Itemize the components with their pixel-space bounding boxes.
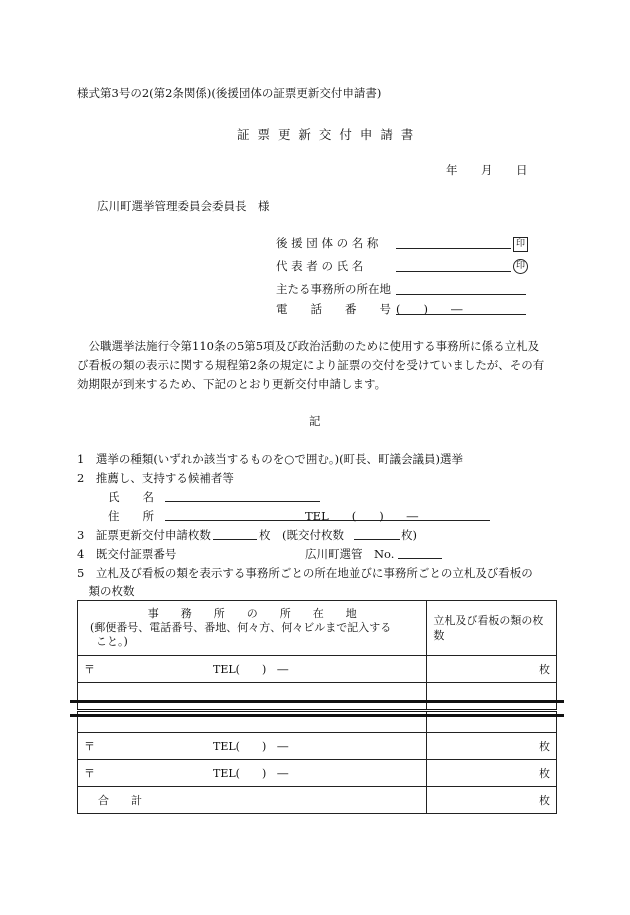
office-label: 主たる事務所の所在地 (276, 282, 391, 296)
item-3-label: 3 証票更新交付申請枚数 (77, 528, 211, 542)
phone-format: ( ) ― (396, 302, 463, 316)
date-month: 月 (481, 163, 493, 177)
org-name-line[interactable] (396, 248, 511, 249)
office-line[interactable] (396, 294, 526, 295)
candidate-tel: TEL ( ) ― (305, 509, 419, 523)
phone-label: 電 話 番 号 (276, 302, 391, 316)
addressee: 広川町選挙管理委員会委員長 様 (97, 199, 270, 213)
table-header-count: 立札及び看板の類の枚数 (427, 601, 557, 656)
seal-box-icon: 印 (513, 235, 528, 252)
table-total-row[interactable]: 合 計 枚 (78, 787, 557, 814)
table-break-line (70, 700, 564, 703)
item-2: 2 推薦し、支持する候補者等 (77, 471, 234, 485)
document-title: 証 票 更 新 交 付 申 請 書 (237, 127, 416, 142)
rep-name-label: 代 表 者 の 氏 名 (276, 259, 364, 273)
candidate-name-label: 氏 名 (108, 490, 154, 504)
renewal-count-line[interactable] (213, 539, 257, 540)
body-text-3: 効期限が到来するため、下記のとおり更新交付申請します。 (77, 377, 387, 391)
date-year: 年 (446, 163, 458, 177)
org-name-label: 後 援 団 体 の 名 称 (276, 236, 379, 250)
body-text-2: び看板の類の表示に関する規程第2条の規定により証票の交付を受けていましたが、その有 (77, 358, 545, 372)
seal-circle-icon: 印 (513, 257, 528, 274)
body-text-1: 公職選挙法施行令第110条の5第5項及び政治活動のために使用する事務所に係る立札及 (77, 339, 540, 353)
item-5-line-2: 類の枚数 (77, 584, 135, 598)
date-day: 日 (516, 163, 528, 177)
item-4-no: 広川町選管 No. (305, 547, 395, 561)
cert-number-line[interactable] (398, 558, 442, 559)
rep-name-line[interactable] (396, 271, 511, 272)
office-table (77, 600, 557, 814)
phone-line[interactable] (396, 314, 526, 315)
issued-count-line[interactable] (354, 539, 400, 540)
item-3-end: 枚) (401, 528, 417, 542)
item-1: 1 選挙の種類(いずれか該当するものを○で囲む。)(町長、町議会議員)選挙 (77, 452, 464, 466)
table-row[interactable]: 〒 TEL( ) ― 枚 (78, 733, 557, 760)
candidate-addr-label: 住 所 (108, 509, 154, 523)
candidate-name-line[interactable] (165, 501, 320, 502)
item-3-mid: 枚 (既交付枚数 (259, 528, 344, 542)
item-5-line-1: 5 立札及び看板の類を表示する事務所ごとの所在地並びに事務所ごとの立札及び看板の (77, 566, 533, 580)
form-identifier: 様式第3号の2(第2条関係)(後援団体の証票更新交付申請書) (77, 86, 382, 100)
table-row[interactable]: 〒 TEL( ) ― 枚 (78, 760, 557, 787)
table-header-location: 事 務 所 の 所 在 地 (郵便番号、電話番号、番地、何々方、何々ビルまで記入する こと。) (78, 601, 427, 656)
item-4-label: 4 既交付証票番号 (77, 547, 177, 561)
table-break-line (70, 714, 564, 717)
table-row[interactable] (78, 683, 557, 711)
ki-heading: 記 (309, 414, 321, 428)
table-row[interactable]: 〒 TEL( ) ― 枚 (78, 656, 557, 683)
